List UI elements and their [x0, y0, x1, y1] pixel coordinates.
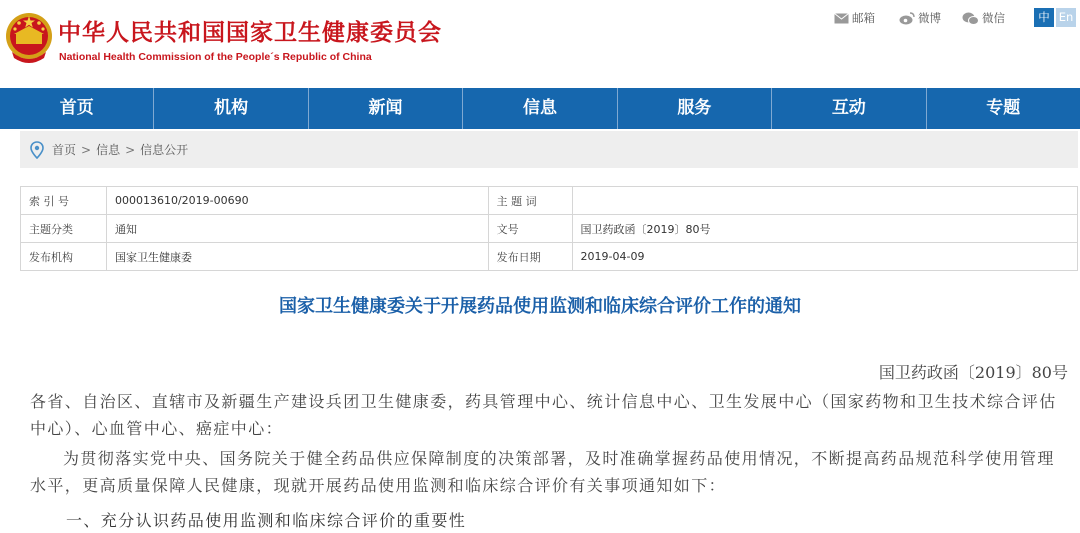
- article-recipients: 各省、自治区、直辖市及新疆生产建设兵团卫生健康委，药具管理中心、统计信息中心、卫生发展中心（国家药物和卫生技术综合评估中心）、心血管中心、癌症中心：: [30, 392, 1057, 438]
- share-email-link[interactable]: [834, 9, 875, 27]
- index-label: 索 引 号: [21, 187, 107, 215]
- breadcrumb-separator: >: [125, 142, 136, 157]
- breadcrumb-disclosure[interactable]: 信息公开: [140, 143, 189, 157]
- doc-number-value: 国卫药政函〔2019〕80号: [572, 215, 1077, 243]
- lang-en-button[interactable]: En: [1056, 8, 1076, 27]
- publisher-label: 发布机构: [21, 243, 107, 271]
- site-title[interactable]: 中华人民共和国国家卫生健康委员会: [58, 20, 442, 46]
- document-metadata-table: [20, 186, 1078, 271]
- breadcrumb-information[interactable]: 信息: [96, 143, 121, 157]
- publish-date-value: 2019-04-09: [572, 243, 1077, 271]
- nav-item-organization[interactable]: 机构: [154, 88, 308, 129]
- nav-item-interaction[interactable]: 互动: [772, 88, 926, 129]
- article-intro-paragraph: 为贯彻落实党中央、国务院关于健全药品供应保障制度的决策部署，及时准确掌握药品使用情况，不断提高药品规范科学使用管理水平，更高质量保障人民健康，现就开展药品使用监测和临床综合评价有关事项通知如下：: [30, 449, 1055, 495]
- keywords-label: 主 题 词: [488, 187, 572, 215]
- section-heading: 一、充分认识药品使用监测和临床综合评价的重要性: [66, 511, 467, 530]
- nav-item-services[interactable]: 服务: [618, 88, 772, 129]
- publish-date-label: 发布日期: [488, 243, 572, 271]
- article-doc-number: 国卫药政函〔2019〕80号: [878, 363, 1068, 382]
- doc-number-label: 文号: [488, 215, 572, 243]
- weibo-icon: [899, 12, 915, 25]
- site-header: [0, 0, 1080, 88]
- publisher-value: 国家卫生健康委: [106, 243, 488, 271]
- location-pin-icon: [30, 141, 44, 159]
- table-row: [21, 215, 1078, 243]
- table-row: [21, 187, 1078, 215]
- share-weibo-link[interactable]: [899, 9, 941, 27]
- lang-zh-button[interactable]: 中: [1034, 8, 1054, 27]
- share-email-label: 邮箱: [852, 11, 875, 25]
- breadcrumb-home[interactable]: 首页: [52, 143, 77, 157]
- wechat-icon: [962, 12, 979, 25]
- national-emblem-icon[interactable]: [4, 10, 54, 66]
- index-value: 000013610/2019-00690: [106, 187, 488, 215]
- main-nav: [0, 88, 1080, 129]
- breadcrumb-separator: >: [81, 142, 92, 157]
- nav-item-home[interactable]: 首页: [0, 88, 154, 129]
- keywords-value: [572, 187, 1077, 215]
- nav-item-news[interactable]: 新闻: [309, 88, 463, 129]
- table-row: [21, 243, 1078, 271]
- share-wechat-label: 微信: [982, 11, 1005, 25]
- article-title: 国家卫生健康委关于开展药品使用监测和临床综合评价工作的通知: [279, 296, 801, 317]
- site-subtitle: National Health Commission of the People´s Republic of China: [59, 51, 372, 63]
- category-value: 通知: [106, 215, 488, 243]
- share-weibo-label: 微博: [918, 11, 941, 25]
- nav-item-information[interactable]: 信息: [463, 88, 617, 129]
- email-icon: [834, 13, 849, 24]
- breadcrumb: [20, 131, 1078, 168]
- nav-item-topics[interactable]: 专题: [986, 98, 1021, 118]
- share-wechat-link[interactable]: [962, 9, 1005, 27]
- category-label: 主题分类: [21, 215, 107, 243]
